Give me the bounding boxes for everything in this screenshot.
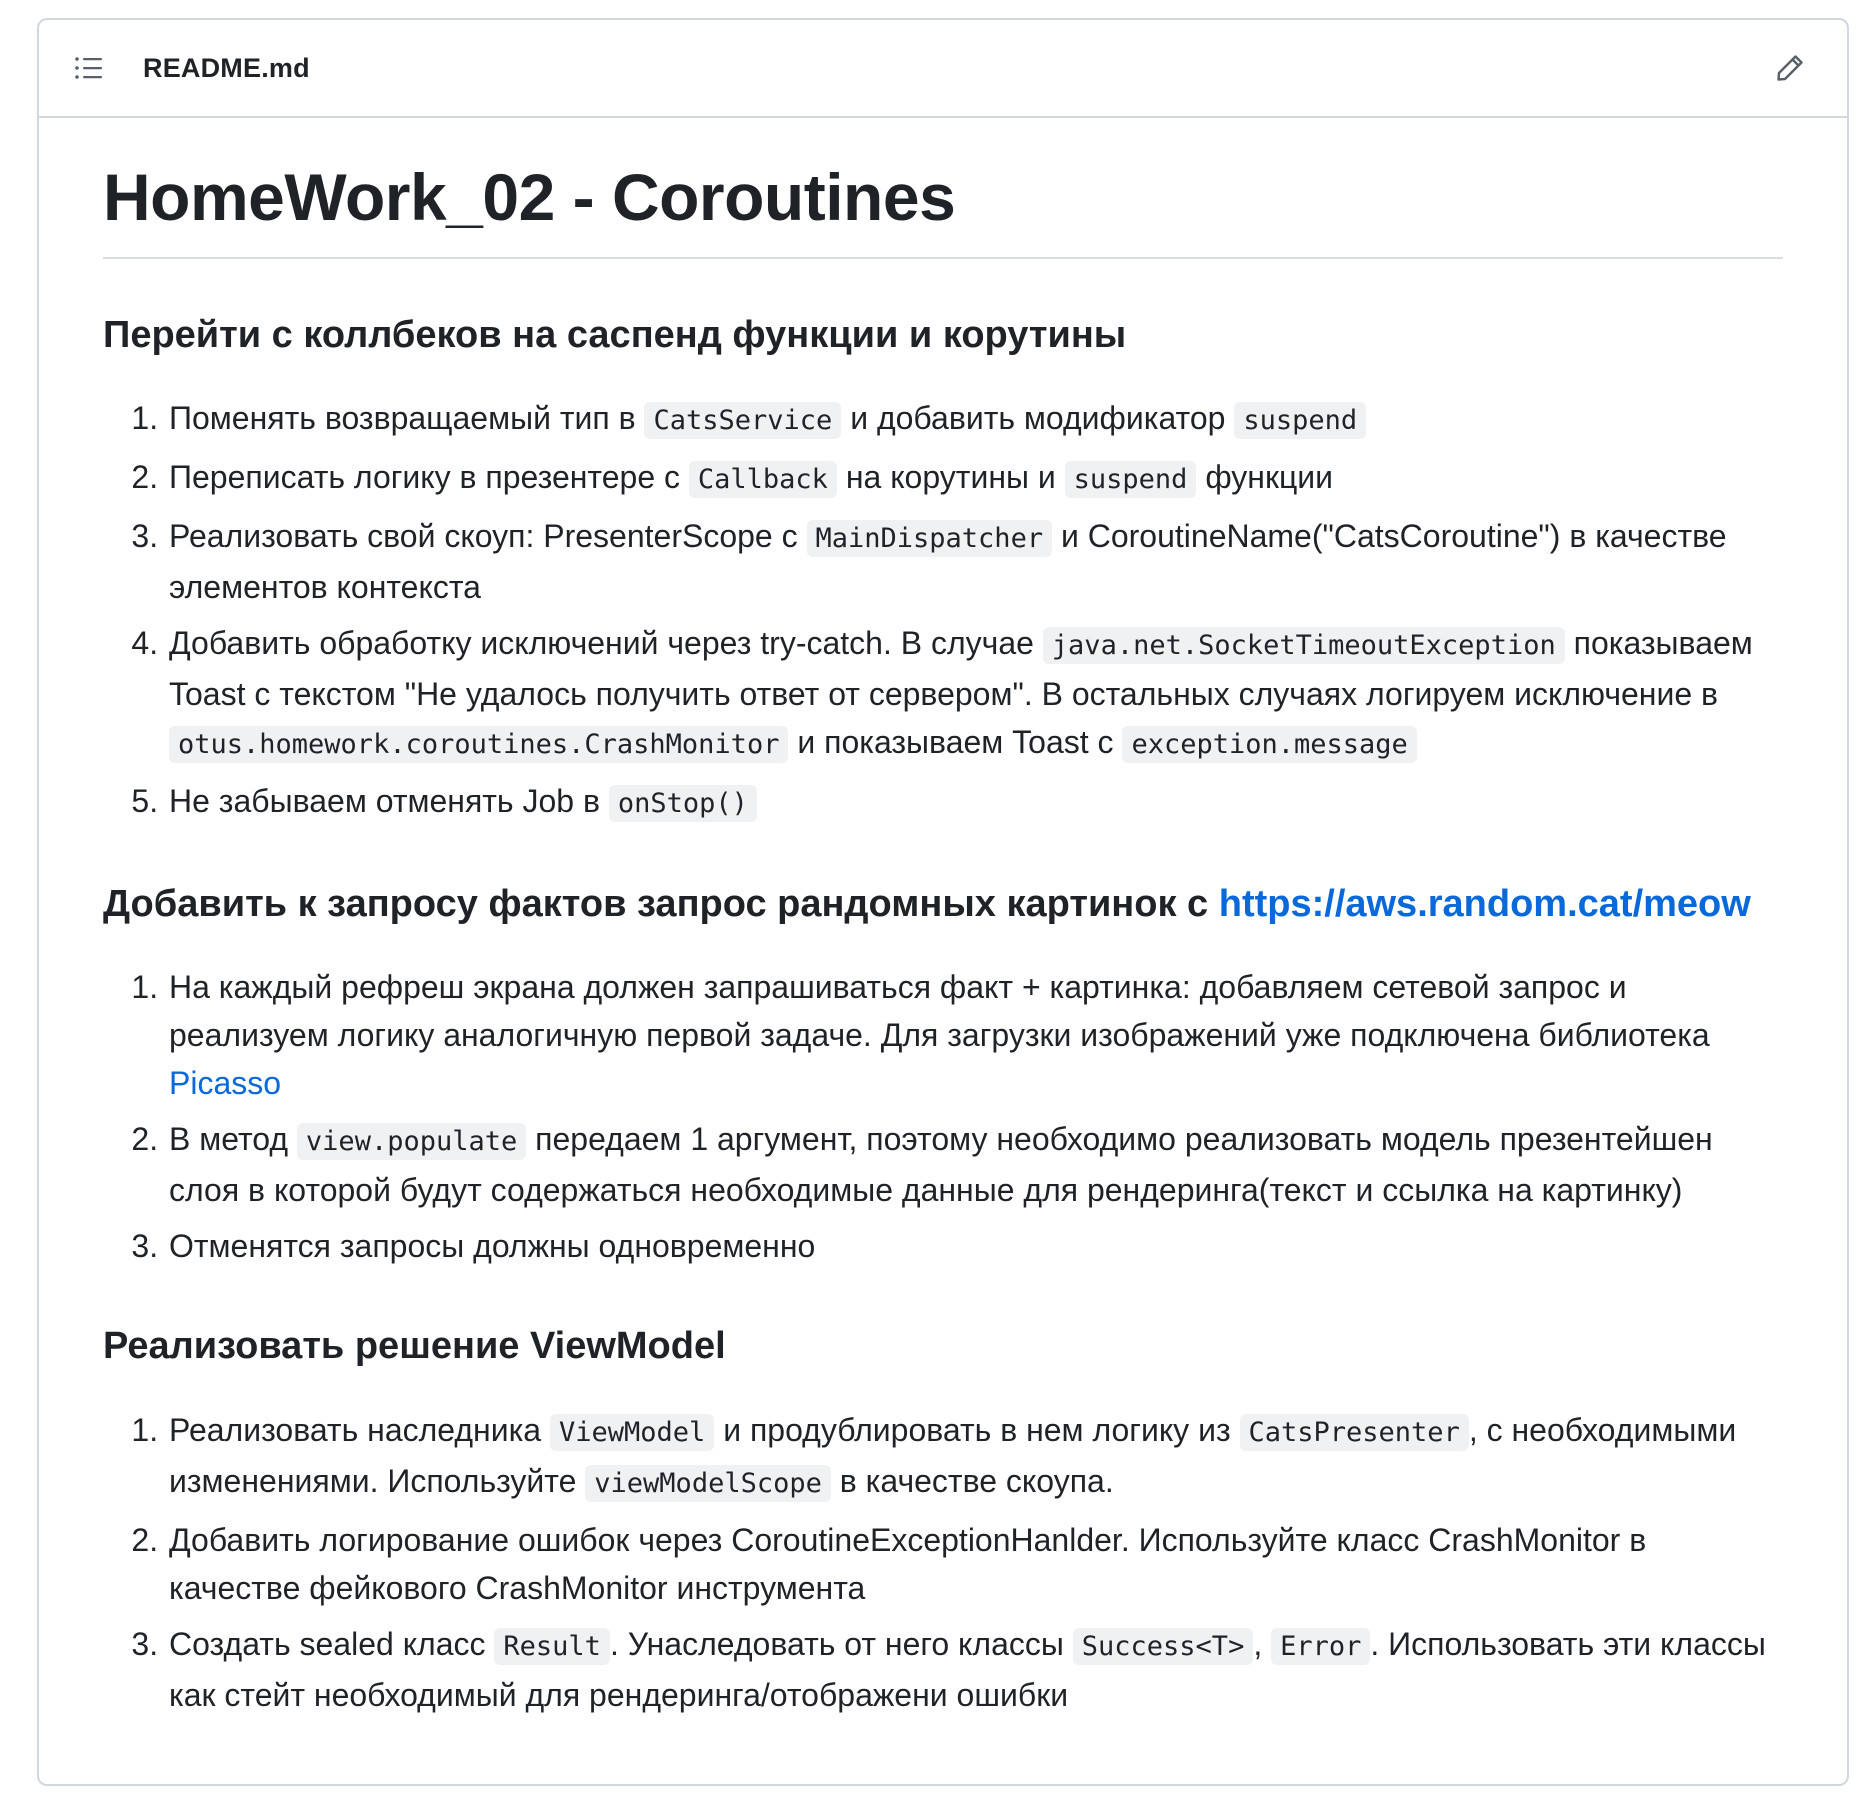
table-of-contents-icon[interactable] [73, 53, 103, 83]
list-item: 1. Реализовать наследника ViewModel и продублировать в нем логику из CatsPresenter , с необходимыми изменениями. Используйте viewModelScope в качестве скоупа. [167, 1406, 1783, 1508]
inline-code: Success<T> [1073, 1628, 1254, 1665]
picasso-link[interactable]: Picasso [169, 1065, 282, 1102]
section-heading-viewmodel: Реализовать решение ViewModel [103, 1325, 726, 1368]
inline-code: ViewModel [550, 1414, 714, 1451]
section-heading-random-images: Добавить к запросу фактов запрос рандомных картинок с https://aws.random.cat/meow [103, 882, 1751, 925]
inline-code: otus.homework.coroutines.CrashMonitor [169, 726, 788, 763]
list-item: 2. В метод view.populate передаем 1 аргумент, поэтому необходимо реализовать модель презентейшен слоя в которой будут содержаться необходимые данные для рендеринга(текст и ссылка на картинку) [167, 1115, 1783, 1214]
readme-filename: README.md [143, 52, 310, 83]
inline-code: suspend [1065, 461, 1197, 498]
edit-file-button[interactable] [1769, 47, 1811, 89]
list-item: 5. Не забываем отменять Job в onStop() [167, 777, 1783, 828]
list-item: 1. На каждый рефреш экрана должен запрашиваться факт + картинка: добавляем сетевой запрос и реализуем логику аналогичную первой задаче. Для загрузки изображений уже подключена библиотека Picasso [167, 963, 1783, 1107]
list-item: 3. Создать sealed класс Result . Унаследовать от него классы Success<T> , Error . Использовать эти классы как стейт необходимый для рендеринга/отображени ошибки [167, 1620, 1783, 1719]
inline-code: Callback [689, 461, 837, 498]
readme-header [39, 20, 1847, 118]
task-list-random-images [103, 963, 1783, 1270]
list-item: 1. Поменять возвращаемый тип в CatsService и добавить модификатор suspend [167, 394, 1783, 445]
random-cat-link[interactable]: https://aws.random.cat/meow [1218, 882, 1751, 925]
list-item: 2. Переписать логику в презентере с Callback на корутины и suspend функции [167, 453, 1783, 504]
inline-code: exception.message [1122, 726, 1416, 763]
inline-code: viewModelScope [585, 1465, 831, 1502]
pencil-icon [1775, 53, 1805, 83]
list-item: 3. Реализовать свой скоуп: PresenterScope с MainDispatcher и CoroutineName("CatsCoroutine") в качестве элементов контекста [167, 512, 1783, 611]
readme-panel [37, 18, 1849, 1786]
inline-code: CatsPresenter [1240, 1414, 1469, 1451]
inline-code: MainDispatcher [807, 520, 1053, 557]
inline-code: Result [494, 1628, 610, 1665]
list-item: 3. Отменятся запросы должны одновременно [167, 1222, 1783, 1270]
inline-code: onStop() [609, 785, 757, 822]
list-item: 4. Добавить обработку исключений через try-catch. В случае java.net.SocketTimeoutException показываем Toast с текстом "Не удалось получить ответ от сервером". В остальных случаях логируем исключение в otus.homework.coroutines.CrashMonitor и показываем Toast с exception.message [167, 619, 1783, 769]
section-heading-callbacks: Перейти с коллбеков на саспенд функции и корутины [103, 313, 1127, 356]
inline-code: suspend [1234, 402, 1366, 439]
task-list-callbacks [103, 394, 1783, 828]
page-title: HomeWork_02 - Coroutines [103, 156, 1783, 259]
inline-code: Error [1271, 1628, 1370, 1665]
task-list-viewmodel [103, 1406, 1783, 1719]
list-item: 2. Добавить логирование ошибок через CoroutineExceptionHanlder. Используйте класс CrashMonitor в качестве фейкового CrashMonitor инструмента [167, 1516, 1783, 1612]
inline-code: view.populate [297, 1123, 526, 1160]
inline-code: CatsService [644, 402, 841, 439]
inline-code: java.net.SocketTimeoutException [1043, 627, 1565, 664]
markdown-body [39, 118, 1847, 1719]
